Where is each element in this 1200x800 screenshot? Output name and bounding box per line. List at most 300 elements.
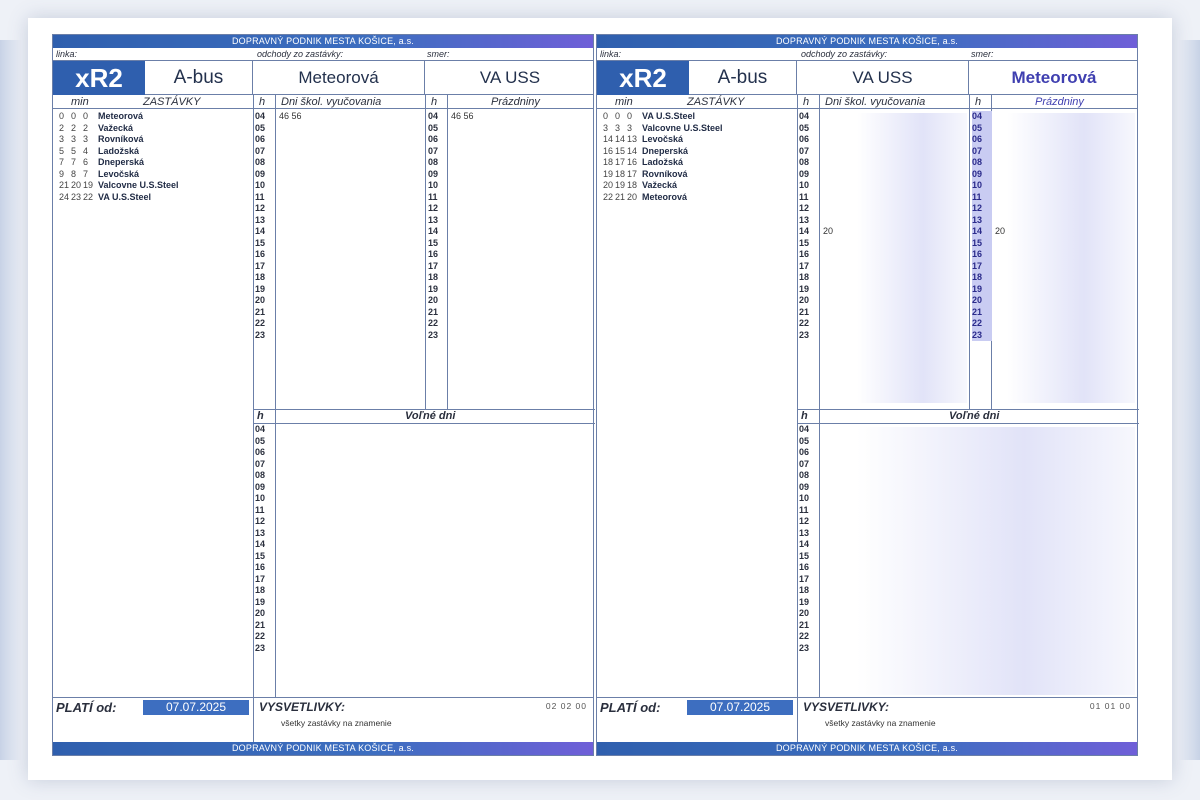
hour-cell: 10 (428, 180, 439, 190)
hour-cell: 16 (255, 249, 266, 259)
stop-name: Važecká (642, 180, 678, 190)
stop-row (59, 157, 249, 169)
hour-cell: 13 (799, 527, 810, 538)
stop-name: VA U.S.Steel (642, 111, 696, 121)
line-header (53, 61, 593, 95)
hour-cell: 18 (972, 272, 992, 284)
hour-cell: 09 (255, 481, 266, 492)
minutes-cell (279, 539, 589, 551)
grid-line (425, 95, 426, 409)
header-min: min (615, 96, 633, 108)
stop-minute: 18 (603, 157, 614, 167)
hour-cell: 09 (799, 168, 810, 179)
hour-cell: 08 (428, 157, 439, 167)
hour-cell: 21 (799, 306, 810, 317)
hour-cell: 08 (255, 157, 266, 167)
hour-cell: 12 (799, 203, 810, 213)
stop-name: Ladožská (98, 145, 140, 156)
grid-line (253, 95, 254, 697)
minutes-cell (279, 608, 589, 620)
minutes-cell (279, 505, 589, 517)
hour-cell: 15 (972, 238, 992, 250)
grid-line (253, 698, 254, 745)
minutes-cell (279, 261, 423, 273)
minutes-cell (451, 307, 591, 319)
stop-minute: 9 (59, 168, 65, 179)
minutes-column (451, 111, 591, 341)
stop-minute: 18 (627, 180, 638, 190)
valid-from-label: PLATÍ od: (600, 700, 661, 715)
hour-cell: 23 (972, 330, 992, 342)
company-footer: DOPRAVNÝ PODNIK MESTA KOŠICE, a.s. (597, 742, 1137, 755)
direction-stop: VA USS (479, 68, 541, 87)
hour-cell: 07 (255, 145, 266, 156)
minutes-cell (451, 192, 591, 204)
line-number: xR2 (53, 61, 145, 95)
hour-cell: 14 (255, 539, 266, 549)
stop-row (59, 180, 249, 192)
hour-cell: 07 (799, 458, 810, 469)
hour-cell: 19 (799, 596, 810, 607)
minutes-cell (451, 295, 591, 307)
grid-line (797, 95, 798, 697)
minutes-cell (279, 528, 589, 540)
minutes-cell (279, 631, 589, 643)
stop-name: Levočská (98, 168, 140, 179)
field-labels (597, 48, 1137, 61)
grid-line (969, 95, 970, 409)
hour-cell: 11 (799, 191, 809, 202)
hour-cell: 09 (255, 168, 266, 179)
minutes-cell (279, 134, 423, 146)
hour-cell: 05 (255, 122, 266, 133)
hour-cell: 12 (255, 203, 266, 213)
minutes-cell (451, 226, 591, 238)
hour-cell: 08 (799, 157, 810, 167)
valid-from-label: PLATÍ od: (56, 700, 117, 715)
stop-minute: 19 (83, 180, 94, 190)
hour-column (428, 111, 448, 341)
label-linka: linka: (56, 49, 78, 59)
timetable-footer (597, 697, 1137, 744)
stop-row (59, 123, 249, 135)
header-min: min (71, 96, 89, 108)
header-hour: h (257, 410, 264, 422)
header-hour: h (803, 96, 810, 108)
hour-cell: 19 (255, 596, 266, 607)
hour-cell: 07 (255, 458, 266, 469)
minutes-cell (279, 424, 589, 436)
hour-cell: 12 (255, 516, 266, 526)
stops-list (59, 111, 249, 203)
stop-minute: 3 (71, 134, 77, 144)
minutes-cell (279, 574, 589, 586)
scan-edge-left (0, 40, 22, 760)
line-number: xR2 (597, 61, 689, 95)
stop-minute: 5 (71, 145, 77, 156)
stop-minute: 20 (71, 180, 82, 190)
stop-name: Važecká (98, 122, 134, 133)
stop-minute: 0 (71, 111, 77, 121)
footer-times: 01 01 00 (1089, 701, 1131, 711)
hour-cell: 14 (255, 226, 266, 236)
hour-cell: 07 (972, 146, 992, 158)
minutes-cell (279, 169, 423, 181)
header-hour: h (259, 96, 266, 108)
label-odchody: odchody zo zastávky: (801, 49, 888, 59)
stop-minute: 4 (83, 145, 89, 156)
hour-cell: 22 (799, 631, 810, 641)
minutes-cell (451, 203, 591, 215)
valid-from-date: 07.07.2025 (687, 700, 793, 715)
stop-minute: 16 (627, 157, 638, 167)
hour-cell: 08 (255, 470, 266, 480)
hour-cell: 10 (255, 180, 266, 190)
minutes-cell (279, 192, 423, 204)
scan-artifact (857, 113, 967, 403)
minutes-cell (279, 562, 589, 574)
stop-minute: 18 (615, 168, 626, 179)
stop-row (603, 192, 793, 204)
minutes-cell (279, 470, 589, 482)
hour-cell: 09 (799, 481, 810, 492)
hour-cell: 19 (799, 283, 810, 294)
hour-cell: 07 (799, 145, 810, 156)
timetable-panel (596, 34, 1138, 756)
stop-row (603, 123, 793, 135)
minutes-cell (451, 146, 591, 158)
timetable-footer (53, 697, 593, 744)
hour-column (799, 111, 819, 341)
minutes-cell (451, 169, 591, 181)
hour-cell: 13 (972, 215, 992, 227)
hour-cell: 05 (799, 435, 810, 446)
hour-cell: 23 (255, 329, 266, 340)
hour-cell: 08 (972, 157, 992, 169)
stop-minute: 0 (627, 111, 633, 121)
hour-cell: 20 (799, 295, 810, 305)
notes-text: všetky zastávky na znamenie (825, 718, 936, 728)
hour-cell: 06 (799, 134, 810, 144)
stop-minute: 8 (71, 168, 77, 179)
minutes-cell (279, 597, 589, 609)
minutes-cell (279, 272, 423, 284)
timetable-panel (52, 34, 594, 756)
hour-cell: 17 (799, 573, 810, 584)
hour-cell: 21 (972, 307, 992, 319)
hour-cell: 12 (799, 516, 810, 526)
minutes-cell: 46 56 (279, 111, 302, 121)
stop-minute: 22 (603, 191, 614, 202)
minutes-cell (279, 284, 423, 296)
stop-minute: 2 (59, 122, 65, 133)
stop-name: Dneperská (642, 145, 689, 156)
hour-cell: 11 (799, 504, 809, 515)
minutes-cell (279, 330, 423, 342)
stop-row (603, 180, 793, 192)
stop-minute: 16 (603, 145, 614, 156)
stop-row (603, 146, 793, 158)
minutes-column (279, 111, 423, 341)
stop-minute: 21 (59, 180, 70, 190)
stop-minute: 5 (59, 145, 65, 156)
stop-name: Meteorová (98, 111, 144, 121)
stop-row (59, 134, 249, 146)
hour-cell: 10 (255, 493, 266, 503)
hour-cell: 16 (972, 249, 992, 261)
hour-cell: 19 (428, 283, 439, 294)
stop-minute: 0 (83, 111, 89, 121)
stop-minute: 7 (83, 168, 89, 179)
stop-row (59, 169, 249, 181)
minutes-cell (279, 295, 423, 307)
hour-cell: 09 (428, 168, 439, 179)
minutes-cell (451, 215, 591, 227)
minutes-cell (279, 157, 423, 169)
hour-cell: 10 (972, 180, 992, 192)
minutes-cell (279, 226, 423, 238)
stop-row (59, 192, 249, 204)
minutes-cell (451, 238, 591, 250)
hour-cell: 17 (799, 260, 810, 271)
grid-line (797, 698, 798, 745)
minutes-cell (279, 123, 423, 135)
hour-cell: 13 (799, 214, 810, 225)
hour-column (799, 424, 819, 654)
hour-cell: 14 (799, 226, 810, 236)
grid-line (819, 95, 820, 697)
stop-minute: 3 (615, 122, 621, 133)
minutes-cell (451, 249, 591, 261)
hour-cell: 22 (255, 318, 266, 328)
stop-minute: 2 (71, 122, 77, 133)
stops-list (603, 111, 793, 203)
hour-cell: 23 (799, 329, 810, 340)
minutes-cell (279, 238, 423, 250)
hour-cell: 20 (255, 608, 266, 618)
hour-cell: 04 (255, 424, 266, 434)
hour-cell: 20 (799, 608, 810, 618)
notes-title: VYSVETLIVKY: (259, 700, 346, 714)
header-hour: h (431, 96, 438, 108)
minutes-cell (279, 551, 589, 563)
hour-cell: 20 (255, 295, 266, 305)
stop-minute: 19 (615, 180, 626, 190)
hour-cell: 18 (255, 272, 266, 282)
hour-cell: 16 (799, 562, 810, 572)
minutes-cell (279, 180, 423, 192)
stop-minute: 14 (627, 145, 638, 156)
header-holidays: Prázdniny (491, 96, 540, 108)
minutes-cell (451, 123, 591, 135)
minutes-cell (279, 249, 423, 261)
header-free-days: Voľné dni (405, 410, 456, 422)
hour-cell: 14 (428, 226, 439, 236)
minutes-cell (451, 180, 591, 192)
stop-name: VA U.S.Steel (98, 191, 152, 202)
hour-cell: 23 (799, 642, 810, 653)
stop-minute: 13 (627, 134, 638, 144)
minutes-column (279, 424, 589, 654)
stop-minute: 20 (603, 180, 614, 190)
stop-row (603, 134, 793, 146)
label-smer: smer: (427, 49, 450, 59)
scan-artifact (857, 427, 1135, 695)
stop-minute: 14 (603, 134, 614, 144)
hour-cell: 12 (428, 203, 439, 213)
hour-cell: 16 (255, 562, 266, 572)
hour-cell: 15 (799, 237, 810, 248)
stop-minute: 15 (615, 145, 626, 156)
hour-cell: 22 (428, 318, 439, 328)
hour-cell: 06 (255, 447, 266, 457)
hour-cell: 15 (255, 550, 266, 561)
header-holidays: Prázdniny (1035, 96, 1084, 108)
stop-minute: 17 (627, 168, 638, 179)
hour-cell: 04 (972, 111, 992, 123)
minutes-cell (279, 482, 589, 494)
hour-cell: 05 (255, 435, 266, 446)
hour-cell: 15 (799, 550, 810, 561)
hour-cell: 04 (255, 111, 266, 121)
hour-cell: 06 (428, 134, 439, 144)
minutes-cell (279, 459, 589, 471)
company-header: DOPRAVNÝ PODNIK MESTA KOŠICE, a.s. (53, 35, 593, 48)
departure-stop: Meteorová (253, 61, 425, 95)
hour-cell: 20 (972, 295, 992, 307)
minutes-cell (279, 620, 589, 632)
stop-minute: 19 (603, 168, 614, 179)
stop-minute: 24 (59, 191, 70, 202)
hour-cell: 13 (428, 214, 439, 225)
line-header (597, 61, 1137, 95)
hour-cell: 04 (428, 111, 439, 121)
stop-name: Rovníková (98, 134, 144, 144)
stop-minute: 3 (59, 134, 65, 144)
minutes-cell (279, 215, 423, 227)
hour-cell: 19 (255, 283, 266, 294)
hour-cell: 23 (428, 329, 439, 340)
hour-cell: 16 (428, 249, 439, 259)
hour-cell: 18 (255, 585, 266, 595)
minutes-cell (279, 643, 589, 655)
stop-row (603, 169, 793, 181)
hour-cell: 11 (972, 192, 992, 204)
hour-cell: 15 (255, 237, 266, 248)
header-hour: h (801, 410, 808, 422)
hour-cell: 20 (428, 295, 439, 305)
hour-cell: 18 (428, 272, 439, 282)
hour-cell: 14 (972, 226, 992, 238)
hour-cell: 10 (799, 493, 810, 503)
column-headers (53, 95, 593, 109)
minutes-cell (279, 203, 423, 215)
stop-name: Valcovne U.S.Steel (642, 122, 723, 133)
header-school-days: Dni škol. vyučovania (825, 96, 926, 108)
hour-cell: 08 (799, 470, 810, 480)
hour-cell: 06 (799, 447, 810, 457)
stop-minute: 0 (603, 111, 609, 121)
stop-row (603, 111, 793, 123)
hour-cell: 05 (428, 122, 439, 133)
minutes-cell (451, 272, 591, 284)
hour-cell: 05 (972, 123, 992, 135)
company-footer: DOPRAVNÝ PODNIK MESTA KOŠICE, a.s. (53, 742, 593, 755)
stop-minute: 23 (71, 191, 82, 202)
stop-minute: 7 (59, 157, 65, 167)
minutes-cell (451, 134, 591, 146)
header-hour: h (975, 96, 982, 108)
label-smer: smer: (971, 49, 994, 59)
hour-cell: 07 (428, 145, 439, 156)
scan-artifact (1007, 113, 1135, 403)
stop-name: Levočská (642, 134, 684, 144)
hour-cell: 18 (799, 585, 810, 595)
stop-minute: 21 (615, 191, 626, 202)
minutes-cell (451, 284, 591, 296)
header-free-days: Voľné dni (949, 410, 1000, 422)
hour-cell: 17 (972, 261, 992, 273)
notes-text: všetky zastávky na znamenie (281, 718, 392, 728)
hour-cell: 17 (255, 573, 266, 584)
minutes-cell (279, 447, 589, 459)
header-stops: ZASTÁVKY (687, 96, 745, 108)
stop-minute: 7 (71, 157, 77, 167)
footer-times: 02 02 00 (545, 701, 587, 711)
scan-edge-right (1178, 40, 1200, 760)
hour-cell: 14 (799, 539, 810, 549)
hour-cell: 04 (799, 111, 810, 121)
stop-row (59, 146, 249, 158)
minutes-cell (451, 330, 591, 342)
stop-minute: 3 (83, 134, 89, 144)
minutes-cell (451, 261, 591, 273)
hour-cell: 11 (255, 504, 265, 515)
stop-row (603, 157, 793, 169)
hour-cell: 13 (255, 214, 266, 225)
direction-stop: Meteorová (1011, 68, 1097, 87)
minutes-cell: 46 56 (451, 111, 474, 121)
hour-cell: 22 (799, 318, 810, 328)
minutes-cell (451, 318, 591, 330)
stop-minute: 22 (83, 191, 94, 202)
hour-cell: 15 (428, 237, 439, 248)
header-school-days: Dni škol. vyučovania (281, 96, 382, 108)
hour-cell: 19 (972, 284, 992, 296)
minutes-cell (279, 585, 589, 597)
stop-minute: 0 (615, 111, 621, 121)
hour-cell: 17 (428, 260, 439, 271)
header-stops: ZASTÁVKY (143, 96, 201, 108)
minutes-cell: 20 (823, 226, 834, 236)
hour-cell: 21 (428, 306, 439, 317)
hour-cell: 11 (255, 191, 265, 202)
stop-minute: 3 (603, 122, 609, 133)
stop-name: Valcovne U.S.Steel (98, 180, 179, 190)
hour-cell: 21 (255, 306, 266, 317)
stop-minute: 17 (615, 157, 626, 167)
stop-minute: 14 (615, 134, 626, 144)
stop-minute: 0 (59, 111, 65, 121)
stop-name: Ladožská (642, 157, 684, 167)
hour-cell: 09 (972, 169, 992, 181)
hour-cell: 17 (255, 260, 266, 271)
stop-name: Rovníková (642, 168, 688, 179)
label-linka: linka: (600, 49, 622, 59)
stop-name: Meteorová (642, 191, 688, 202)
grid-line (275, 95, 276, 697)
column-headers (597, 95, 1137, 109)
